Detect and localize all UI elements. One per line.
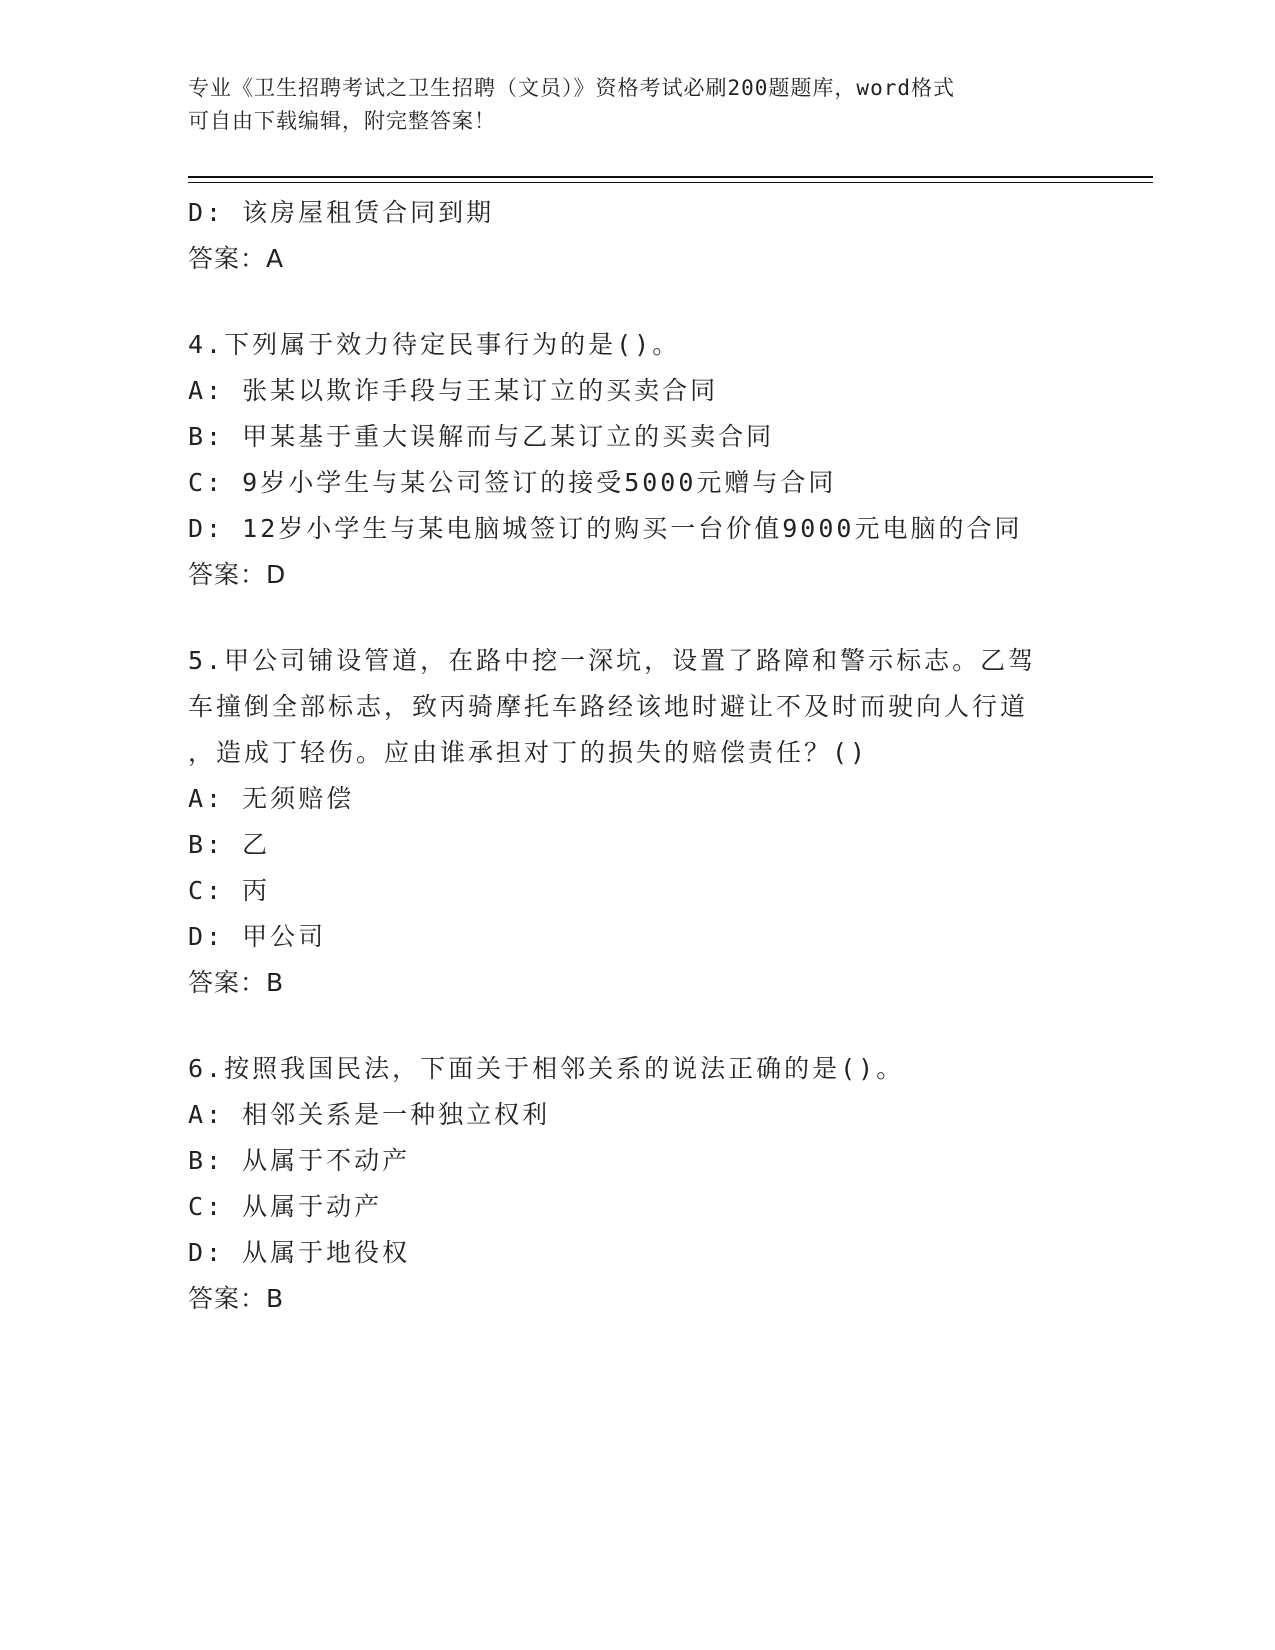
option-c: C: 丙 [188,876,271,905]
question-stem-line-3: ，造成丁轻伤。应由谁承担对丁的损失的赔偿责任？() [188,738,869,767]
option-d: D: 从属于地役权 [188,1238,411,1267]
spacer [188,1006,1088,1046]
header-rule-thin [188,182,1153,183]
option-b: B: 从属于不动产 [188,1146,411,1175]
question-stem: 4.下列属于效力待定民事行为的是()。 [188,330,681,359]
question-stem-line-2: 车撞倒全部标志，致丙骑摩托车路经该地时避让不及时而驶向人行道 [188,692,1029,721]
answer-line: 答案：B [188,1284,285,1313]
answer-line: 答案：B [188,968,285,997]
option-b: B: 甲某基于重大误解而与乙某订立的买卖合同 [188,422,775,451]
header-rule-thick [188,176,1153,178]
option-d: D: 12岁小学生与某电脑城签订的购买一台价值9000元电脑的合同 [188,514,1023,543]
option-c: C: 9岁小学生与某公司签订的接受5000元赠与合同 [188,468,837,497]
question-block-4 [188,322,1088,598]
question-block-3-tail [188,190,1088,282]
spacer [188,598,1088,638]
question-stem-line-1: 5.甲公司铺设管道，在路中挖一深坑，设置了路障和警示标志。乙驾 [188,646,1037,675]
document-header [188,72,1088,138]
answer-line: 答案：D [188,560,287,589]
option-d: D: 甲公司 [188,922,327,951]
option-a: A: 无须赔偿 [188,784,355,813]
header-title-line-1: 专业《卫生招聘考试之卫生招聘（文员）》资格考试必刷200题题库，word格式 [188,76,955,100]
question-list [188,190,1088,1322]
header-title-line-2: 可自由下载编辑，附完整答案！ [188,109,496,133]
option-a: A: 张某以欺诈手段与王某订立的买卖合同 [188,376,719,405]
spacer [188,282,1088,322]
option-b: B: 乙 [188,830,271,859]
option-d: D: 该房屋租赁合同到期 [188,198,495,227]
question-stem: 6.按照我国民法，下面关于相邻关系的说法正确的是()。 [188,1054,905,1083]
option-a: A: 相邻关系是一种独立权利 [188,1100,551,1129]
option-c: C: 从属于动产 [188,1192,383,1221]
question-block-6 [188,1046,1088,1322]
answer-line: 答案：A [188,244,285,273]
question-block-5 [188,638,1088,1006]
